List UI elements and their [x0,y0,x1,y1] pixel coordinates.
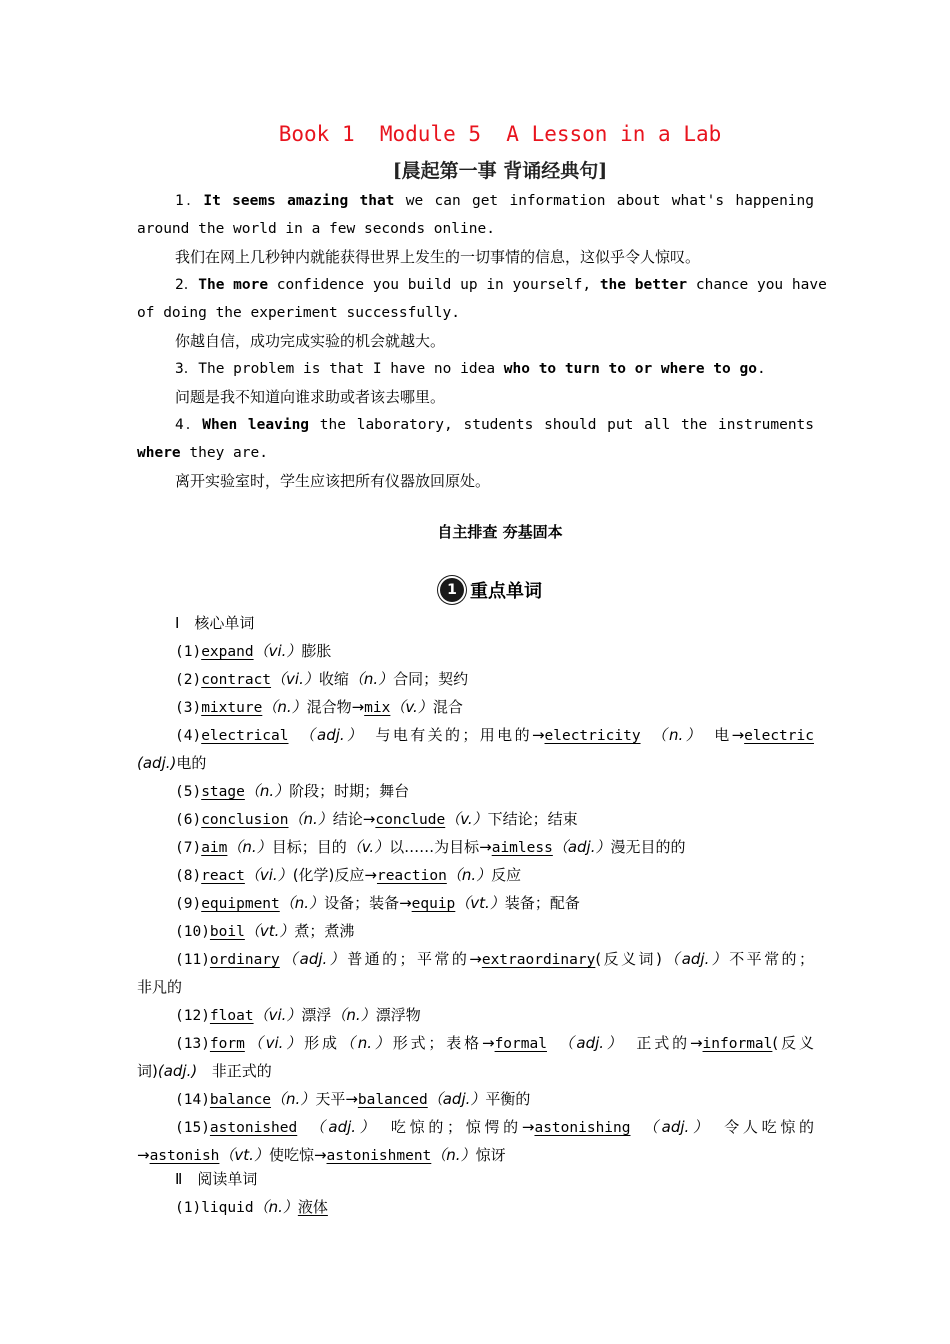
text-fragment: 非正式的 [211,1062,272,1080]
text-fragment: （n.） [279,894,325,912]
vocab-item [175,861,814,889]
text-fragment: （adj.） [552,838,611,856]
text-fragment: 普通的；平常的→ [347,950,482,968]
text-fragment: (15) [175,1120,210,1136]
vocab-item [175,1029,814,1057]
sentence-1-line-1: 1．It seems amazing that we can get information about what's happening [175,193,814,209]
answer-word: stage [201,784,245,800]
text-fragment: (4) [175,728,202,744]
text-fragment: （vt.） [219,1146,269,1164]
text-fragment: （n.） [227,838,272,856]
text-fragment: （n.） [431,1146,476,1164]
badge-label: 重点单词 [470,581,542,602]
text-fragment: (7) [175,840,202,856]
text-fragment: (adj.) [157,1062,198,1080]
part-1-title: Ⅰ 核心单词 [175,614,255,632]
sentence-1-line-2: around the world in a few seconds online. [137,221,495,237]
text-fragment: （vi.） [244,866,293,884]
text-fragment: 形成 [304,1034,340,1052]
text-fragment: 装备；配备 [504,894,580,912]
vocab-item [175,1085,814,1113]
vocab-item [175,777,814,805]
text-fragment: （vi.） [244,1034,305,1052]
text-fragment: （n.） [244,782,290,800]
text-fragment: 膨胀 [301,642,332,660]
sentence-3-translation: 问题是我不知道向谁求助或者该去哪里。 [175,388,446,406]
sentence-4-line-2: where they are. [137,445,268,461]
text-fragment: (反义 [772,1034,814,1052]
text-fragment: （adj.） [427,1090,486,1108]
text-fragment: (化学)反应→ [292,866,377,884]
text-fragment: （vt.） [244,922,295,940]
text-fragment: (3) [175,700,202,716]
sentence-4-translation: 离开实验室时，学生应该把所有仪器放回原处。 [175,472,491,490]
text-fragment: 天平→ [315,1090,358,1108]
text-fragment: （n.） [253,1198,298,1216]
text-fragment: 收缩 [318,670,349,688]
text-fragment: 混合 [432,698,463,716]
answer-word: astonishing [534,1120,631,1136]
sentence-2-line-1: 2．The more confidence you build up in yourself, the better chance you have [175,277,827,293]
answer-word: mix [364,700,391,716]
text-fragment: 电的 [176,754,207,772]
answer-word: aimless [491,840,553,856]
answer-word: equip [411,896,456,912]
text-fragment: （n.） [331,1006,376,1024]
text-fragment: （n.） [288,810,333,828]
answer-word: ordinary [209,952,280,968]
vocab-item [175,1113,814,1141]
text-fragment: 反应 [491,866,522,884]
page-subtitle: [晨起第一事 背诵经典句] [392,160,608,182]
text-fragment: (反义词) [595,950,662,968]
sentence-4-line-1: 4．When leaving the laboratory, students should put all the instruments [175,417,815,433]
text-fragment: 煮；煮沸 [294,922,355,940]
text-fragment: 正式的→ [636,1034,703,1052]
answer-word: react [201,868,245,884]
text-fragment: (1) [175,1200,202,1216]
text-fragment: 使吃惊→ [268,1146,327,1164]
number-badge-icon: 1 [440,578,464,602]
answer-word: mixture [201,700,263,716]
answer-word: electricity [544,728,641,744]
text-fragment: (14) [175,1092,210,1108]
text-fragment: (13) [175,1036,210,1052]
sentence-1-translation: 我们在网上几秒钟内就能获得世界上发生的一切事情的信息，这似乎令人惊叹。 [175,248,701,266]
text-fragment: （vi.） [253,642,302,660]
reading-item [175,1193,814,1221]
text-fragment: → [137,1146,150,1164]
text-fragment: 目标；目的 [271,838,347,856]
text-fragment: （n.） [339,1034,393,1052]
answer-word: form [209,1036,245,1052]
answer-word: astonished [209,1120,298,1136]
text-fragment: （adj.） [642,1118,712,1136]
page-title: Book 1 Module 5 A Lesson in a Lab [278,122,722,146]
text-fragment: （adj.） [279,950,348,968]
text-fragment: （n.） [348,670,394,688]
answer-word: electrical [201,728,289,744]
answer-word: aim [201,840,228,856]
text-fragment: 平衡的 [485,1090,531,1108]
vocab-item [175,805,814,833]
text-fragment: 惊讶 [475,1146,506,1164]
vocab-item [175,889,814,917]
answer-word: float [209,1008,254,1024]
text-fragment: 合同；契约 [393,670,469,688]
text-fragment: 不平常的； [729,950,814,968]
vocab-item [175,1001,814,1029]
text-fragment: （vi.） [271,670,319,688]
answer-word: reaction [376,868,447,884]
answer-word: equipment [201,896,280,912]
answer-word: expand [201,644,254,660]
text-fragment: （vi.） [253,1006,302,1024]
answer-word: formal [494,1036,547,1052]
text-fragment: （v.） [346,838,390,856]
text-fragment: 混合物→ [306,698,365,716]
text-fragment: （n.） [651,726,704,744]
vocab-item [175,917,814,945]
text-fragment: （v.） [390,698,433,716]
answer-word: contract [201,672,272,688]
text-fragment: （n.） [262,698,307,716]
answer-word: balanced [357,1092,428,1108]
answer-word: extraordinary [481,952,596,968]
text-fragment: 形式；表格→ [392,1034,495,1052]
vocab-item [175,721,814,749]
sentence-2-line-2: of doing the experiment successfully. [137,305,461,321]
text-fragment: 漫无目的的 [610,838,686,856]
vocab-item [175,945,814,973]
sentence-3-line-1: 3．The problem is that I have no idea who to turn to or where to go. [175,361,766,377]
text-fragment: (5) [175,784,202,800]
answer-word: astonish [149,1148,220,1164]
vocab-item-continued: 非凡的 [137,978,183,996]
sentence-2-translation: 你越自信，成功完成实验的机会就越大。 [175,332,446,350]
answer-word: electric [744,728,814,744]
answer-word: conclude [375,812,446,828]
text-fragment: （adj.） [309,1118,379,1136]
text-fragment: （v.） [445,810,488,828]
text-fragment: （n.） [271,1090,316,1108]
text-fragment: 令人吃惊的 [724,1118,815,1136]
part-2-title: Ⅱ 阅读单词 [175,1170,258,1188]
answer-word: informal [702,1036,773,1052]
answer-word: balance [209,1092,272,1108]
text-fragment: 漂浮 [301,1006,332,1024]
text-fragment: （adj.） [661,950,730,968]
text-fragment: （n.） [446,866,492,884]
text-fragment: (8) [175,868,202,884]
text-fragment: （vt.） [455,894,505,912]
answer-word: astonishment [326,1148,432,1164]
text-fragment: 词) [137,1062,158,1080]
vocab-item [175,637,814,665]
text-fragment: （adj.） [299,726,365,744]
answer-word: boil [209,924,245,940]
answer-word: 液体 [297,1198,328,1216]
text-fragment: 漂浮物 [375,1006,421,1024]
text-fragment: 下结论；结束 [487,810,578,828]
text-fragment: 结论→ [332,810,376,828]
text-fragment: (11) [175,952,210,968]
text-fragment: （adj.） [558,1034,625,1052]
text-fragment: (12) [175,1008,210,1024]
text-fragment: liquid [201,1200,254,1216]
vocab-item [175,665,814,693]
text-fragment: 与电有关的；用电的→ [375,726,545,744]
answer-word: conclusion [201,812,289,828]
vocab-item-continued [137,1057,814,1085]
text-fragment: 电→ [714,726,745,744]
text-fragment: 吃惊的；惊愕的→ [390,1118,535,1136]
text-fragment: (6) [175,812,202,828]
key-words-heading [440,576,542,604]
text-fragment: 以……为目标→ [389,838,492,856]
text-fragment: (9) [175,896,202,912]
section-heading: 自主排查 夯基固本 [437,523,563,541]
text-fragment: 阶段；时期；舞台 [289,782,410,800]
text-fragment: (1) [175,644,202,660]
text-fragment: (2) [175,672,202,688]
text-fragment: (adj.) [137,754,177,772]
vocab-item-continued [137,749,814,777]
vocab-item [175,693,814,721]
text-fragment: 设备；装备→ [324,894,412,912]
vocab-item [175,833,814,861]
text-fragment: (10) [175,924,210,940]
